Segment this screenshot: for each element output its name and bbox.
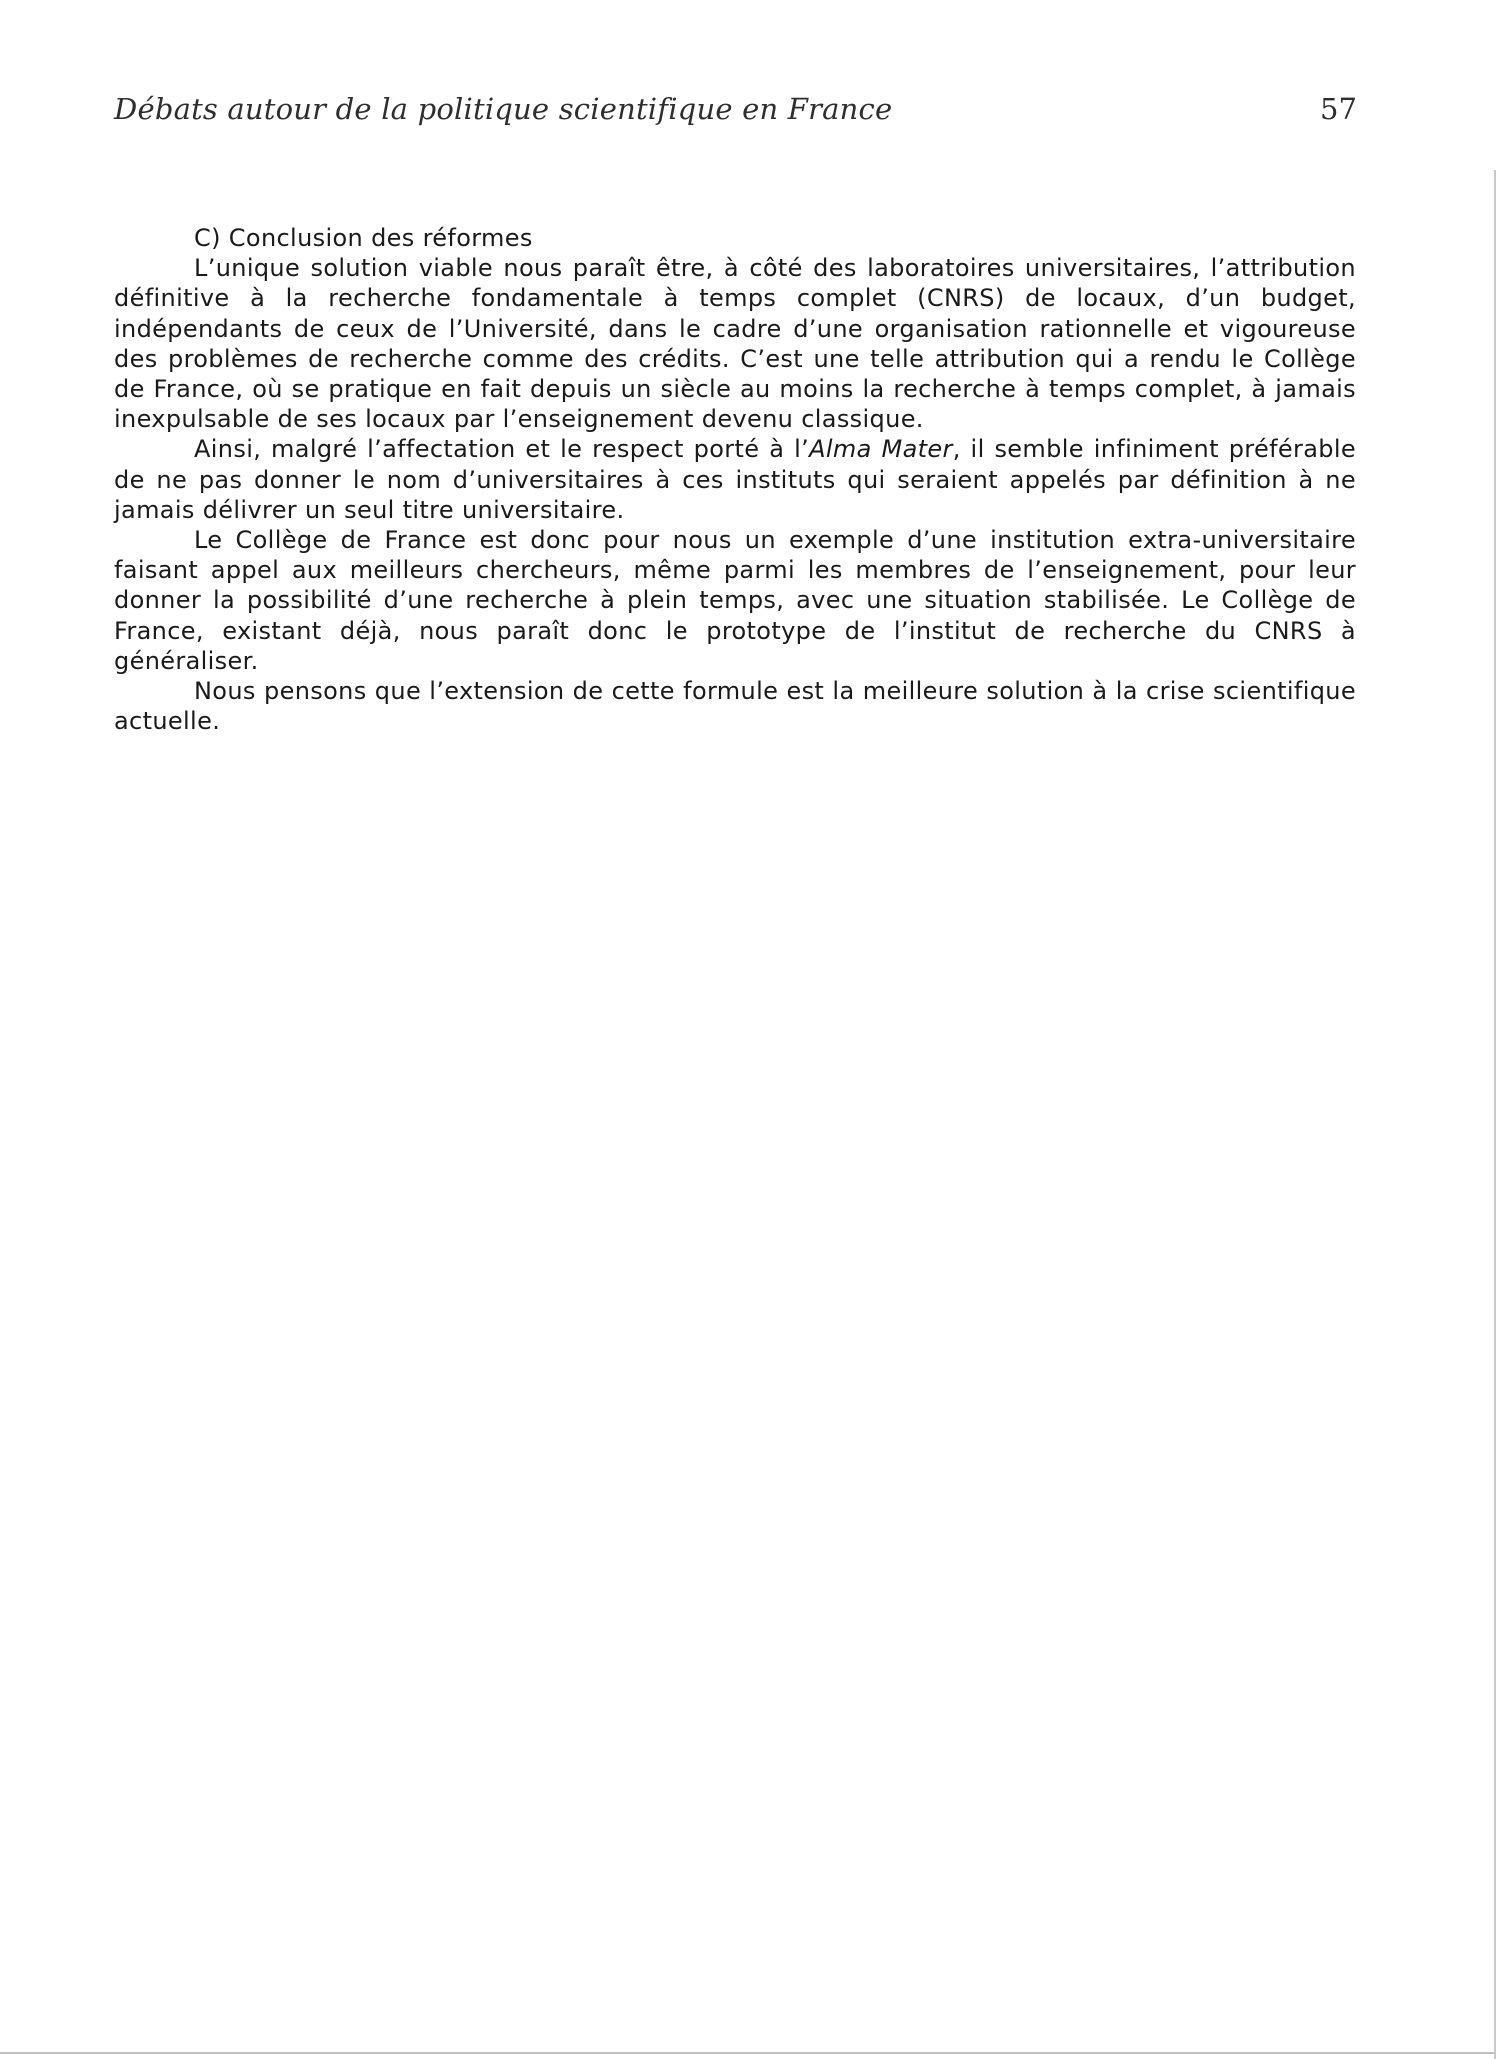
paragraph-2-text-after: , il semble infiniment préférable de ne pas donner le nom d’universitaires à ces instituts qui seraient appelés par définition à ne jamais délivrer un seul titre universitaire. (114, 435, 1356, 524)
alma-mater-emphasis: Alma Mater (809, 435, 953, 464)
page-number: 57 (1320, 92, 1357, 126)
paragraph-1: L’unique solution viable nous paraît être, à côté des laboratoires universitaires, l’attribution définitive à la recherche fondamentale à temps complet (CNRS) de locaux, d’un budget, indépendants de ceux de l’Université, dans le cadre d’une organisation rationnelle et vigoureuse des problèmes de recherche comme des crédits. C’est une telle attribution qui a rendu le Collège de France, où se pratique en fait depuis un siècle au moins la recherche à temps complet, à jamais inexpulsable de ses locaux par l’enseignement devenu classique. (114, 254, 1356, 434)
page-edge-bottom (0, 2052, 1494, 2054)
paragraph-4: Nous pensons que l’extension de cette formule est la meilleure solution à la crise scientifique actuelle. (114, 677, 1356, 736)
running-head: Débats autour de la politique scientifique en France (114, 92, 893, 126)
paragraph-2-text-before: Ainsi, malgré l’affectation et le respect porté à l’ (194, 435, 810, 464)
paragraph-2 (114, 434, 1356, 525)
section-heading: C) Conclusion des réformes (194, 224, 533, 252)
body-text (114, 223, 1356, 736)
paragraph-3: Le Collège de France est donc pour nous un exemple d’une institution extra-universitaire faisant appel aux meilleurs chercheurs, même parmi les membres de l’enseignement, pour leur donner la possibilité d’une recherche à plein temps, avec une situation stabilisée. Le Collège de France, existant déjà, nous paraît donc le prototype de l’institut de recherche du CNRS à généraliser. (114, 526, 1356, 675)
page-edge-right (1494, 170, 1496, 2059)
